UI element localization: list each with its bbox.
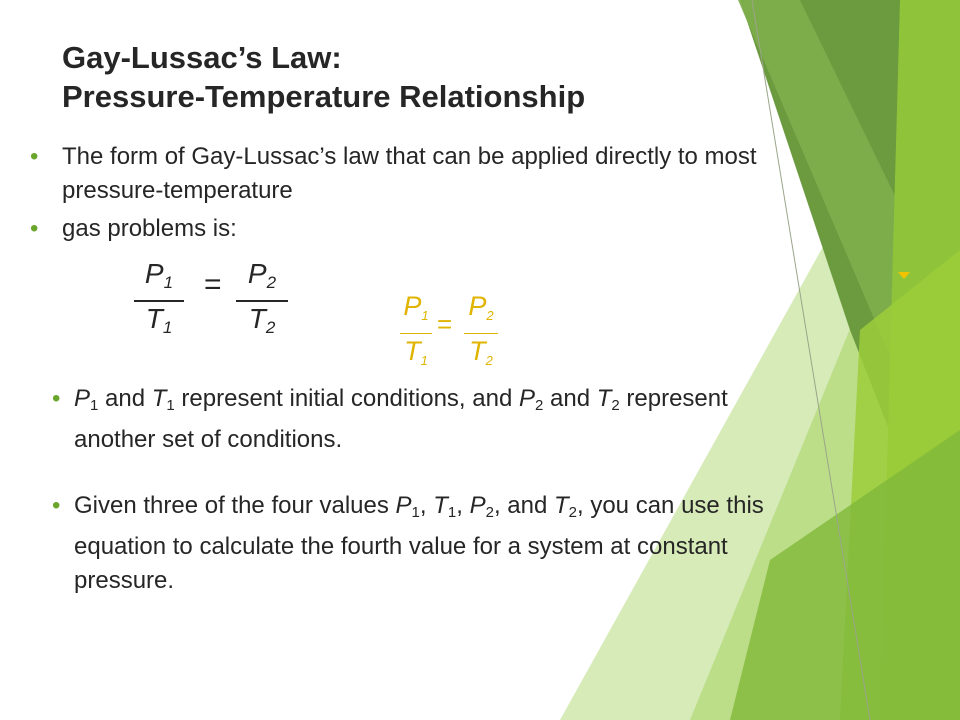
equation-image-right-fraction <box>464 290 498 377</box>
right-denominator: $T_2$ <box>248 303 276 337</box>
bullet-item: • gas problems is: <box>30 212 780 246</box>
intro-bullet-list <box>30 140 780 246</box>
title-line-2: Pressure-Temperature Relationship <box>62 79 586 114</box>
yellow-triangle-marker-icon <box>898 272 910 279</box>
bullet-item-given-values: • Given three of the four values $P_1$, $T_1$, $P_2$, and $T_2$, you can use this equation to calculate the fourth value for a system at constant pressure. <box>52 489 812 598</box>
left-denominator: $T_1$ <box>145 303 173 337</box>
equation-image-equals-sign: = <box>437 309 453 339</box>
image-right-numerator: $P_2$ <box>468 291 494 323</box>
equation-left-fraction <box>134 258 184 344</box>
equation-equals-sign: = <box>204 268 222 301</box>
fraction-bar <box>236 300 288 302</box>
image-left-numerator: $P_1$ <box>403 291 429 323</box>
image-left-denominator: $T_1$ <box>404 336 428 368</box>
image-fraction-bar <box>400 333 432 334</box>
bullet-item: • The form of Gay-Lussac’s law that can be applied directly to most pressure-temperature <box>30 140 780 208</box>
equation-image-left-fraction <box>400 290 432 377</box>
bullet-item-conditions: • $P_1$ and $T_1$ represent initial conditions, and $P_2$ and $T_2$ represent another set of conditions. <box>52 382 812 457</box>
slide-title <box>62 38 762 116</box>
title-line-1: Gay-Lussac’s Law: <box>62 40 342 75</box>
equation-right-fraction <box>236 258 288 344</box>
explanation-bullet-list <box>52 382 812 598</box>
image-right-denominator: $T_2$ <box>469 336 493 368</box>
image-fraction-bar <box>464 333 498 334</box>
fraction-bar <box>134 300 184 302</box>
left-numerator: $P_1$ <box>144 258 174 292</box>
right-numerator: $P_2$ <box>247 258 277 292</box>
